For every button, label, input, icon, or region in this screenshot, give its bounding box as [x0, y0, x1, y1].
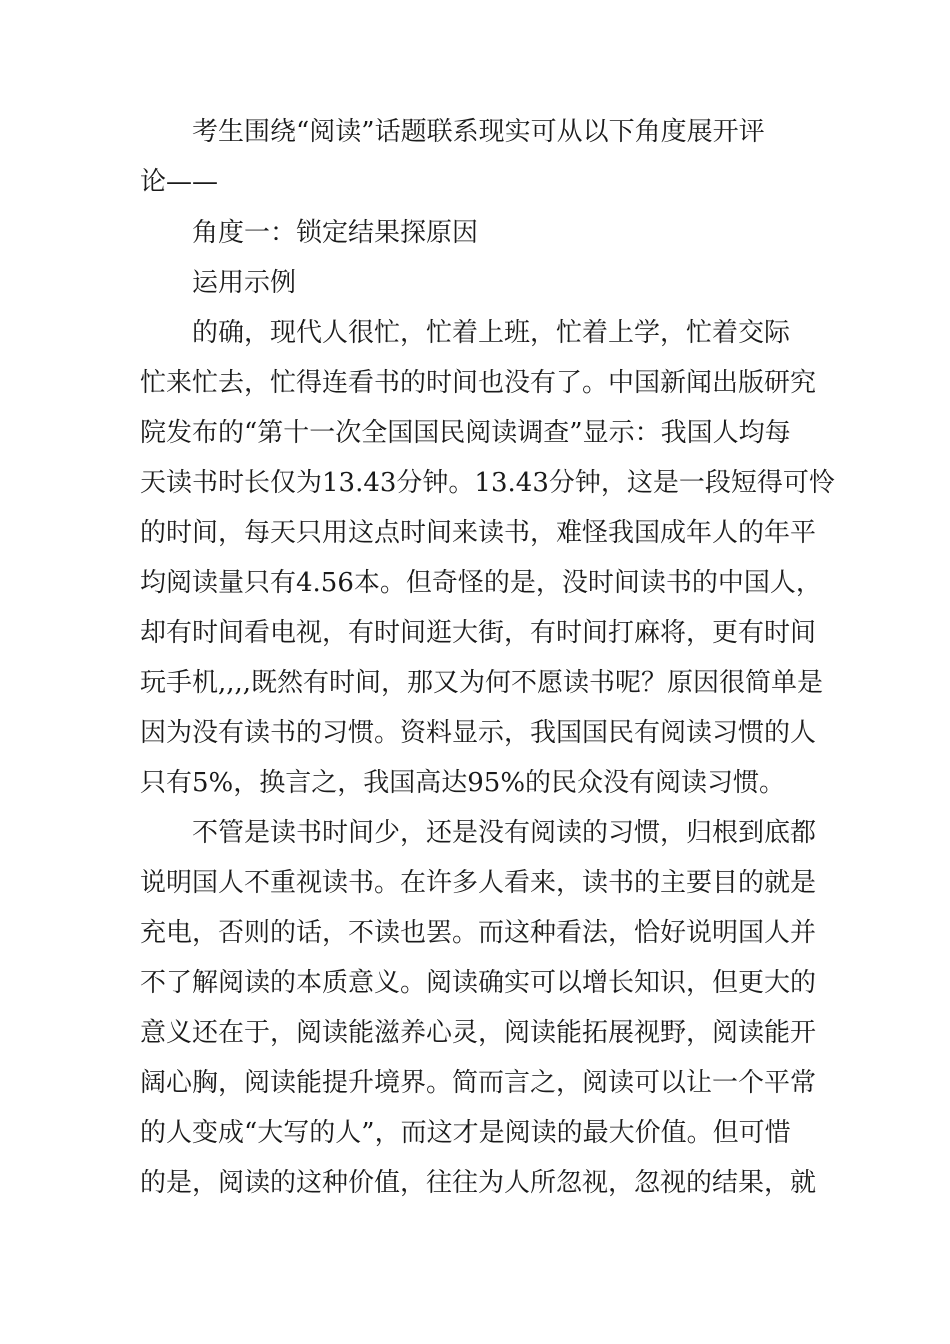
paragraph-2-line-4: 不了解阅读的本质意义。阅读确实可以增长知识，但更大的 [140, 968, 817, 998]
paragraph-1-line-9: 因为没有读书的习惯。资料显示，我国国民有阅读习惯的人 [140, 718, 817, 748]
paragraph-1-line-5: 的时间，每天只用这点时间来读书，难怪我国成年人的年平 [140, 518, 817, 548]
paragraph-2-line-7: 的人变成“大写的人”，而这才是阅读的最大价值。但可惜 [140, 1118, 791, 1148]
paragraph-1-line-8: 玩手机,,,,既然有时间，那又为何不愿读书呢？原因很简单是 [140, 668, 824, 698]
paragraph-1-line-7: 却有时间看电视，有时间逛大街，有时间打麻将，更有时间 [140, 618, 817, 648]
paragraph-1-line-1: 的确，现代人很忙，忙着上班，忙着上学，忙着交际 [192, 318, 791, 348]
paragraph-1-line-2: 忙来忙去，忙得连看书的时间也没有了。中国新闻出版研究 [140, 368, 817, 398]
paragraph-1-line-6: 均阅读量只有4.56本。但奇怪的是，没时间读书的中国人， [140, 568, 822, 598]
paragraph-2-line-3: 充电，否则的话，不读也罢。而这种看法，恰好说明国人并 [140, 918, 817, 948]
paragraph-1-line-4: 天读书时长仅为13.43分钟。13.43分钟，这是一段短得可怜 [140, 468, 835, 498]
paragraph-intro-line-1: 考生围绕“阅读”话题联系现实可从以下角度展开评 [192, 117, 765, 147]
paragraph-2-line-8: 的是，阅读的这种价值，往往为人所忽视，忽视的结果，就 [140, 1168, 817, 1198]
paragraph-1-line-10: 只有5%，换言之，我国高达95%的民众没有阅读习惯。 [140, 768, 786, 798]
paragraph-intro-line-2: 论—— [140, 167, 219, 197]
paragraph-2-line-5: 意义还在于，阅读能滋养心灵，阅读能拓展视野，阅读能开 [140, 1018, 817, 1048]
paragraph-1-line-3: 院发布的“第十一次全国国民阅读调查”显示：我国人均每 [140, 418, 791, 448]
section-heading-angle-one: 角度一：锁定结果探原因 [192, 218, 479, 248]
paragraph-2-line-2: 说明国人不重视读书。在许多人看来，读书的主要目的就是 [140, 868, 817, 898]
paragraph-2-line-1: 不管是读书时间少，还是没有阅读的习惯，归根到底都 [192, 818, 817, 848]
paragraph-2-line-6: 阔心胸，阅读能提升境界。简而言之，阅读可以让一个平常 [140, 1068, 817, 1098]
subheading-example: 运用示例 [192, 268, 297, 298]
